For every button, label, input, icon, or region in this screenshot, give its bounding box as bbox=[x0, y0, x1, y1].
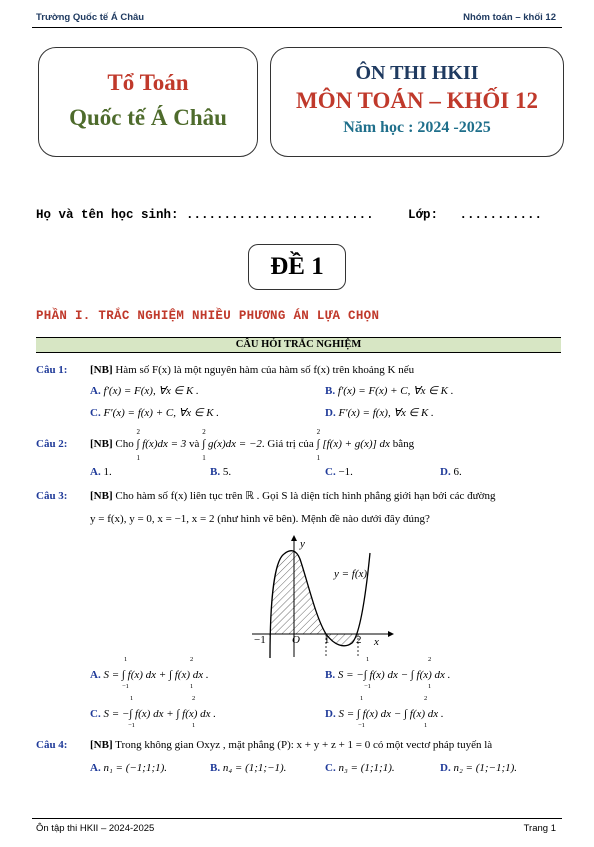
q3-a-lim1-lo: −1 bbox=[122, 683, 129, 690]
q3-b-lim2-lo: 1 bbox=[428, 683, 432, 690]
q1-a-label: A. bbox=[90, 385, 101, 397]
q3-level: [NB] bbox=[90, 490, 113, 502]
q2-a-text: 1. bbox=[103, 466, 112, 478]
q1-label bbox=[36, 363, 67, 377]
q4-a-text: n₁ = (−1;1;1). bbox=[103, 762, 168, 774]
function-label: y = f(x) bbox=[334, 568, 368, 580]
q1-c-text: F′(x) = f(x) + C, ∀x ∈ K . bbox=[103, 407, 220, 419]
q2-text-b: và bbox=[189, 438, 200, 450]
q2-a-label: A. bbox=[90, 466, 101, 478]
q3-text-line1: Cho hàm số f(x) liên tục trên ℝ . Gọi S là diện tích hình phẳng giới hạn bởi các đường bbox=[115, 490, 496, 502]
q1-a-text: f′(x) = F(x), ∀x ∈ K . bbox=[103, 385, 199, 397]
class-row bbox=[408, 208, 542, 222]
q3-option-a[interactable] bbox=[90, 668, 209, 682]
q1-b-label: B. bbox=[325, 385, 336, 397]
q3-d-lim1-hi: 1 bbox=[360, 695, 364, 702]
school-name: Trường Quốc tế Á Châu bbox=[36, 12, 145, 23]
q2-integral-1 bbox=[136, 428, 187, 462]
q1-level: [NB] bbox=[90, 364, 113, 376]
x-axis-arrow bbox=[388, 631, 394, 637]
q3-d-lim1-lo: −1 bbox=[358, 722, 365, 729]
q3-option-b[interactable] bbox=[325, 668, 450, 682]
exam-title-line1: ÔN THI HKII bbox=[355, 62, 479, 84]
q2-int2-upper: 2 bbox=[202, 428, 206, 436]
q3-stem-line1 bbox=[90, 489, 495, 503]
q1-d-text: F′(x) = f(x), ∀x ∈ K . bbox=[338, 407, 434, 419]
q2-option-b[interactable] bbox=[210, 465, 231, 479]
q3-c-lim1-lo: −1 bbox=[128, 722, 135, 729]
section-bar: CÂU HỎI TRẮC NGHIỆM bbox=[36, 337, 561, 353]
q2-option-c[interactable] bbox=[325, 465, 353, 479]
q3-c-lim1-hi: 1 bbox=[130, 695, 134, 702]
x-axis-label: x bbox=[374, 636, 379, 648]
q1-stem bbox=[90, 363, 414, 377]
q1-option-d[interactable] bbox=[325, 406, 434, 420]
q2-stem bbox=[90, 428, 415, 462]
q2-option-d[interactable] bbox=[440, 465, 462, 479]
q2-int1-lower: 1 bbox=[136, 454, 140, 462]
q3-a-lim2-hi: 2 bbox=[190, 656, 194, 663]
q3-d-lim2-lo: 1 bbox=[424, 722, 428, 729]
q1-d-label: D. bbox=[325, 407, 336, 419]
q3-option-c[interactable] bbox=[90, 707, 216, 721]
q2-number: Câu 2: bbox=[36, 438, 68, 450]
q1-option-b[interactable] bbox=[325, 384, 453, 398]
q2-int1-upper: 2 bbox=[136, 428, 140, 436]
q2-level: [NB] bbox=[90, 438, 113, 450]
q4-a-label: A. bbox=[90, 762, 101, 774]
q3-number: Câu 3: bbox=[36, 490, 68, 502]
q3-c-text: S = −∫ f(x) dx + ∫ f(x) dx . bbox=[103, 708, 217, 720]
q4-b-label: B. bbox=[210, 762, 221, 774]
q3-c-label: C. bbox=[90, 708, 101, 720]
q3-a-text: S = ∫ f(x) dx + ∫ f(x) dx . bbox=[103, 669, 209, 681]
q4-option-d[interactable] bbox=[440, 761, 517, 775]
q2-integral-3 bbox=[316, 428, 390, 462]
q3-c-lim2-lo: 1 bbox=[192, 722, 196, 729]
student-name-field: ......................... bbox=[186, 208, 374, 222]
q4-level: [NB] bbox=[90, 739, 113, 751]
q3-d-lim2-hi: 2 bbox=[424, 695, 428, 702]
q2-text-c: . Giá trị của bbox=[261, 438, 314, 450]
exam-code: ĐỀ 1 bbox=[248, 244, 346, 290]
q2-c-label: C. bbox=[325, 466, 336, 478]
q3-label bbox=[36, 489, 67, 503]
class-field: ........... bbox=[459, 208, 543, 222]
q3-c-lim2-hi: 2 bbox=[192, 695, 196, 702]
q2-int2-text: ∫ g(x)dx = −2 bbox=[202, 438, 262, 450]
q2-d-text: 6. bbox=[453, 466, 462, 478]
q4-b-text: n₄ = (1;1;−1). bbox=[222, 762, 287, 774]
q3-graph bbox=[248, 533, 398, 658]
student-name-row bbox=[36, 208, 374, 222]
q3-option-d[interactable] bbox=[325, 707, 444, 721]
q2-label bbox=[36, 437, 67, 451]
q2-int2-lower: 1 bbox=[202, 454, 206, 462]
part1-title: PHẦN I. TRẮC NGHIỆM NHIỀU PHƯƠNG ÁN LỰA CHỌN bbox=[36, 309, 380, 323]
tick-2: 2 bbox=[356, 634, 362, 646]
q4-label bbox=[36, 738, 67, 752]
q3-a-label: A. bbox=[90, 669, 101, 681]
q4-stem bbox=[90, 738, 492, 752]
q1-c-label: C. bbox=[90, 407, 101, 419]
school-year: Năm học : 2024 -2025 bbox=[343, 119, 491, 136]
q2-int3-lower: 1 bbox=[316, 454, 321, 462]
q2-int3-upper: 2 bbox=[316, 428, 321, 436]
q3-d-text: S = ∫ f(x) dx − ∫ f(x) dx . bbox=[338, 708, 444, 720]
q4-option-c[interactable] bbox=[325, 761, 395, 775]
q1-number: Câu 1: bbox=[36, 364, 68, 376]
tick-1: 1 bbox=[324, 634, 330, 646]
page-number: Trang 1 bbox=[523, 823, 556, 834]
q3-b-text: S = −∫ f(x) dx − ∫ f(x) dx . bbox=[337, 669, 451, 681]
q2-option-a[interactable] bbox=[90, 465, 112, 479]
q3-a-lim1-hi: 1 bbox=[124, 656, 128, 663]
q3-b-label: B. bbox=[325, 669, 336, 681]
q3-stem-line2: y = f(x), y = 0, x = −1, x = 2 (như hình vẽ bên). Mệnh đề nào dưới đây đúng? bbox=[90, 513, 430, 525]
header-divider bbox=[32, 27, 562, 28]
q1-text: Hàm số F(x) là một nguyên hàm của hàm số f(x) trên khoảng K nếu bbox=[115, 364, 415, 376]
footer-divider bbox=[32, 818, 562, 819]
q4-d-label: D. bbox=[440, 762, 451, 774]
q2-d-label: D. bbox=[440, 466, 451, 478]
origin-label: O bbox=[292, 634, 300, 646]
q2-b-text: 5. bbox=[222, 466, 232, 478]
q2-c-text: −1. bbox=[338, 466, 353, 478]
q3-a-lim2-lo: 1 bbox=[190, 683, 194, 690]
q4-number: Câu 4: bbox=[36, 739, 68, 751]
q2-integral-2 bbox=[202, 428, 262, 462]
q2-b-label: B. bbox=[210, 466, 221, 478]
q4-option-b[interactable] bbox=[210, 761, 286, 775]
y-axis-arrow bbox=[291, 535, 297, 541]
student-name-label: Họ và tên học sinh: bbox=[36, 208, 179, 222]
department-line2: Quốc tế Á Châu bbox=[69, 105, 227, 130]
group-name: Nhóm toán – khối 12 bbox=[463, 12, 556, 23]
q4-c-label: C. bbox=[325, 762, 336, 774]
q3-b-lim2-hi: 2 bbox=[428, 656, 432, 663]
q1-option-c[interactable] bbox=[90, 406, 219, 420]
q2-text-d: bằng bbox=[392, 438, 415, 450]
q3-d-label: D. bbox=[325, 708, 336, 720]
q4-text: Trong không gian Oxyz , mặt phẳng (P): x + y + z + 1 = 0 có một vectơ pháp tuyến là bbox=[115, 739, 493, 751]
q2-text-a: Cho bbox=[115, 438, 134, 450]
q1-option-a[interactable] bbox=[90, 384, 199, 398]
q2-int3-text: ∫ [f(x) + g(x)] dx bbox=[316, 438, 390, 450]
footer-left: Ôn tập thi HKII – 2024-2025 bbox=[36, 823, 155, 834]
exam-title-line2: MÔN TOÁN – KHỐI 12 bbox=[296, 88, 538, 113]
exam-title-box bbox=[270, 47, 564, 157]
department-line1: Tổ Toán bbox=[107, 70, 189, 95]
q4-d-text: n₂ = (1;−1;1). bbox=[453, 762, 518, 774]
q3-b-lim1-hi: 1 bbox=[366, 656, 370, 663]
tick-neg1: −1 bbox=[254, 634, 266, 646]
q3-b-lim1-lo: −1 bbox=[364, 683, 371, 690]
department-box bbox=[38, 47, 258, 157]
q1-b-text: f′(x) = F(x) + C, ∀x ∈ K . bbox=[337, 385, 454, 397]
q4-c-text: n₃ = (1;1;1). bbox=[338, 762, 395, 774]
y-axis-label: y bbox=[300, 538, 305, 550]
class-label: Lớp: bbox=[408, 208, 439, 222]
q2-int1-text: ∫ f(x)dx = 3 bbox=[136, 438, 187, 450]
q4-option-a[interactable] bbox=[90, 761, 167, 775]
